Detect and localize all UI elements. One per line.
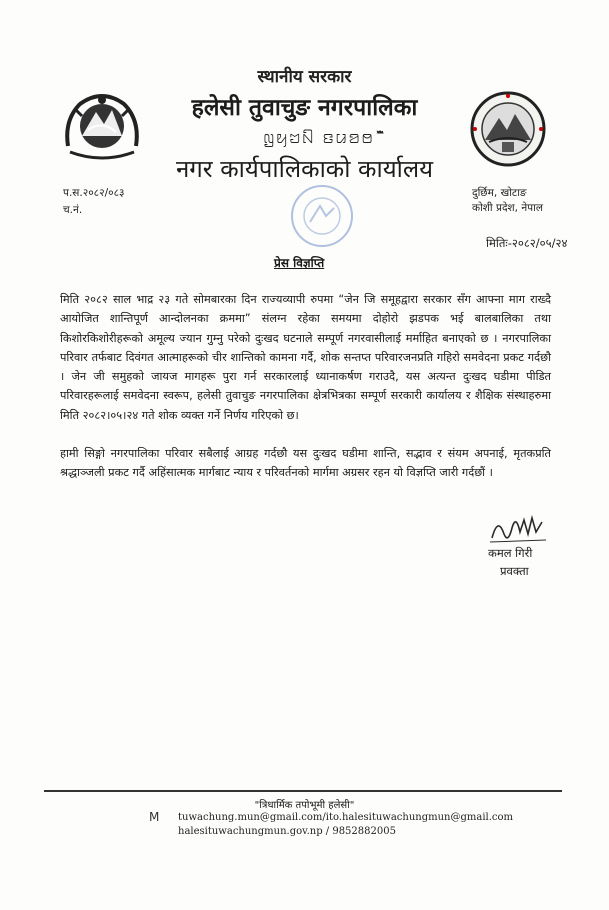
footer-motto: "त्रिधार्मिक तपोभूमी हलेसी" <box>254 800 355 811</box>
signature-icon <box>488 510 548 550</box>
patra-sankhya: प.स.२०८२/०८३ <box>63 187 125 199</box>
footer-mark: M <box>149 810 160 824</box>
government-label: स्थानीय सरकार <box>257 67 352 87</box>
office-name: नगर कार्यपालिकाको कार्यालय <box>175 155 434 183</box>
notice-title: प्रेस विज्ञप्ति <box>274 256 325 270</box>
signatory-role: प्रवक्ता <box>500 564 529 578</box>
notice-paragraph-1: मिति २०८२ साल भाद्र २३ गते सोमबारका दिन राज्यव्यापी रुपमा “जेन जि समूहद्वारा सरकार सँग आफ्ना माग राख्दै आयोजित शान्तिपूर्ण आन्दोलनका क्रममा” संलग्न रहेका समयमा दोहोरो झडपक भई बालबालिका तथा किशोरकिशोरीहरूको अमूल्य ज्यान गुम्नु परेको दुःखद घटनाले सम्पूर्ण नगरवासीलाई मर्माहित बनाएको छ । नगरपालिका परिवार तर्फबाट दिवंगत आत्माहरूको चीर शान्तिको कामना गर्दै, शोक सन्तप्त परिवारजनप्रति गहिरो समवेदना प्रकट गर्दछौ । जेन जी समुहको जायज मागहरू पुरा गर्न सरकारलाई ध्यानाकर्षण गराउदै, यस अत्यन्त दुःखद घडीमा पीडित परिवारहरूलाई समवेदना स्वरूप, हलेसी तुवाचुङ नगरपालिका क्षेत्रभित्रका सम्पूर्ण सरकारी कार्यालय र शैक्षिक संस्थाहरुमा मिति २०८२।०५।२४ गते शोक व्यक्त गर्ने निर्णय गरिएको छ। <box>60 293 551 422</box>
address-line-2: कोशी प्रदेश, नेपाल <box>472 202 543 214</box>
footer-web-phone: halesituwachungmun.gov.np / 9852882005 <box>178 826 396 837</box>
office-stamp-icon <box>272 178 372 258</box>
municipality-name: हलेसी तुवाचुङ नगरपालिका <box>191 95 418 121</box>
footer-email: tuwachung.mun@gmail.com/ito.halesituwachungmun@gmail.com <box>178 812 514 823</box>
signatory-name: कमल गिरी <box>488 546 533 560</box>
chalani-number: च.नं. <box>63 204 83 216</box>
notice-date: मितिः-२०८२/०५/२४ <box>486 236 568 250</box>
notice-paragraph-2: हामी सिङ्गो नगरपालिका परिवार सबैलाई आग्रह गर्दछौ यस दुःखद घडीमा शान्ति, सद्भाव र संयम अपनाई, मृतकप्रति श्रद्धाञ्जली प्रकट गर्दै अहिंसात्मक मार्गबाट न्याय र परिवर्तनको मार्गमा अग्रसर रहन यो विज्ञप्ति जारी गर्दछौं । <box>60 447 551 480</box>
municipality-name-script: ꤜꤟꤠꤡ ꤢꤣꤤꤥ ꤦꤧꤨꤩꤪ <box>262 124 388 148</box>
footer-divider <box>44 790 562 792</box>
address-line-1: दुर्छिम, खोटाङ <box>472 187 527 199</box>
